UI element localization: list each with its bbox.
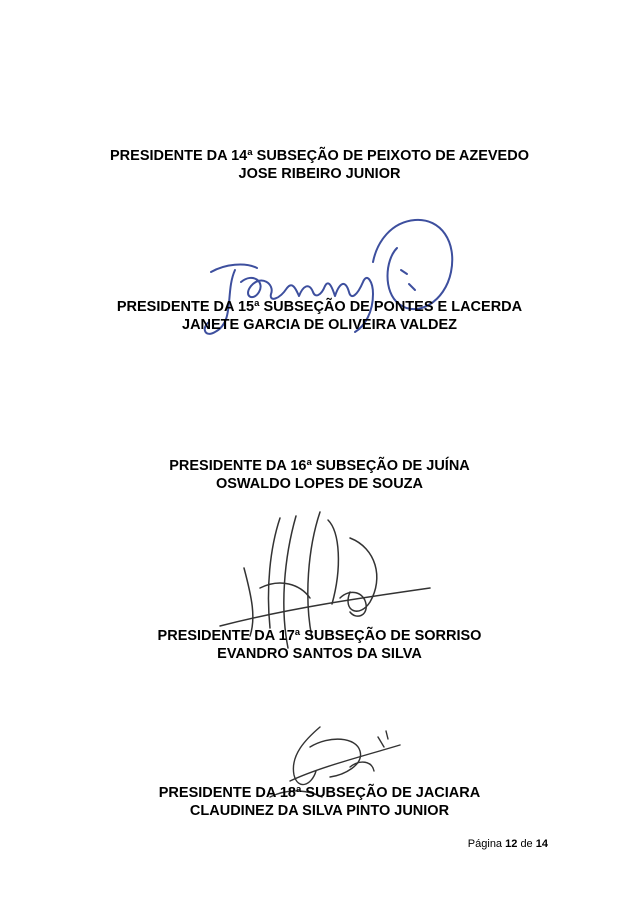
page-separator: de: [520, 838, 533, 850]
title-line: PRESIDENTE DA 17ª SUBSEÇÃO DE SORRISO: [157, 628, 482, 644]
page-prefix: Página: [467, 838, 503, 850]
title-line: PRESIDENTE DA 18ª SUBSEÇÃO DE JACIARA: [158, 785, 481, 801]
signature-block-16: [0, 457, 639, 493]
title-line: PRESIDENTE DA 14ª SUBSEÇÃO DE PEIXOTO DE AZEVEDO: [110, 148, 529, 164]
total-pages: 14: [535, 838, 548, 850]
signature-block-15: [0, 298, 639, 334]
signature-block-17: [0, 627, 639, 663]
name-line: JOSE RIBEIRO JUNIOR: [238, 166, 401, 182]
title-line: PRESIDENTE DA 15ª SUBSEÇÃO DE PONTES E LACERDA: [116, 299, 523, 315]
name-line: OSWALDO LOPES DE SOUZA: [215, 476, 424, 492]
signature-block-18: [0, 784, 639, 820]
title-line: PRESIDENTE DA 16ª SUBSEÇÃO DE JUÍNA: [169, 458, 470, 474]
current-page: 12: [505, 838, 518, 850]
name-line: CLAUDINEZ DA SILVA PINTO JUNIOR: [189, 803, 450, 819]
name-line: JANETE GARCIA DE OLIVEIRA VALDEZ: [182, 317, 457, 333]
signature-block-14: [0, 147, 639, 183]
page-number: [468, 838, 548, 850]
name-line: EVANDRO SANTOS DA SILVA: [217, 646, 422, 662]
